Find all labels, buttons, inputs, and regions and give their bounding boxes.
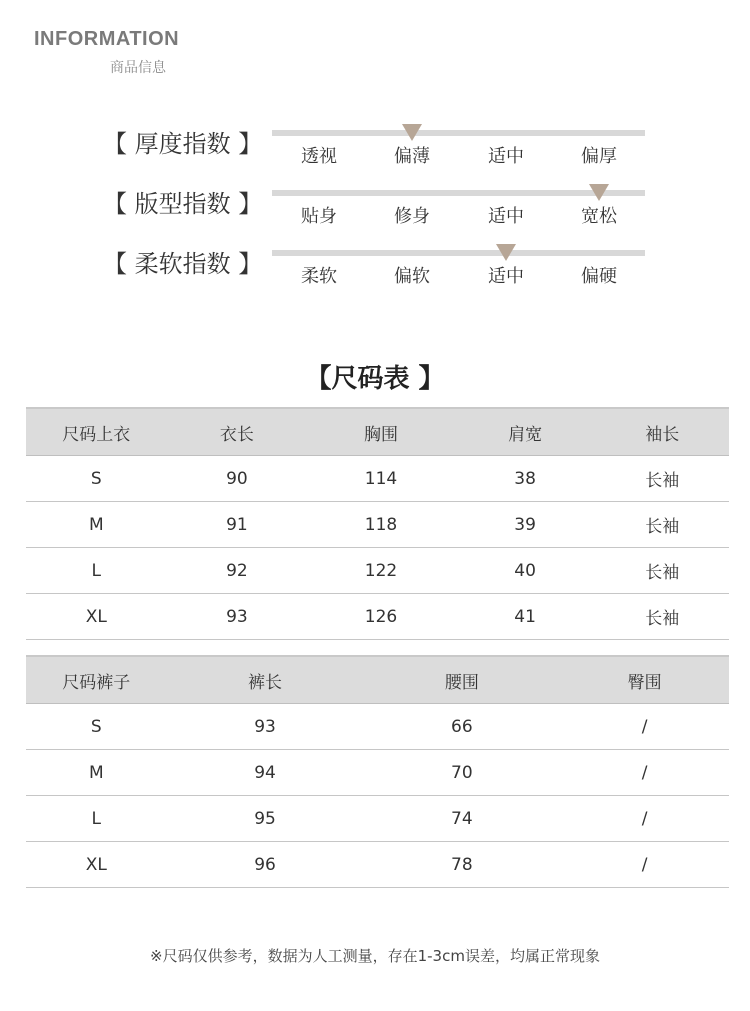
table-cell: 126 [307, 594, 455, 640]
index-marker-icon [402, 124, 422, 141]
fit-index [0, 184, 750, 244]
index-option: 宽松 [581, 206, 617, 227]
table-cell: / [560, 704, 729, 750]
index-option: 贴身 [301, 206, 337, 227]
table-cell: L [26, 796, 167, 842]
table-cell: 41 [455, 594, 596, 640]
index-label: 【 柔软指数 】 [103, 250, 263, 278]
table-cell: 70 [363, 750, 560, 796]
table-cell: 66 [363, 704, 560, 750]
table-row [26, 750, 729, 796]
index-option: 适中 [488, 146, 524, 167]
table-cell: 长袖 [595, 456, 729, 502]
table-row [26, 502, 729, 548]
header-cell: 衣长 [167, 408, 308, 456]
table-cell: 长袖 [595, 502, 729, 548]
index-marker-icon [589, 184, 609, 201]
table-cell: XL [26, 594, 167, 640]
table-cell: 118 [307, 502, 455, 548]
thickness-index [0, 124, 750, 184]
size-disclaimer-note: ※尺码仅供参考，数据为人工测量，存在1-3cm误差，均属正常现象 [150, 947, 600, 965]
table-cell: 94 [167, 750, 364, 796]
index-option: 偏厚 [581, 146, 617, 167]
table-cell: 92 [167, 548, 308, 594]
table-cell: 39 [455, 502, 596, 548]
table-row [26, 796, 729, 842]
header-cell: 臀围 [560, 656, 729, 704]
index-option: 柔软 [301, 266, 337, 287]
index-option: 修身 [394, 206, 430, 227]
pants-size-table [26, 655, 729, 888]
table-row [26, 704, 729, 750]
table-cell: M [26, 750, 167, 796]
table-cell: S [26, 704, 167, 750]
table-cell: 95 [167, 796, 364, 842]
header-title-cn: 商品信息 [110, 60, 166, 76]
table-cell: 74 [363, 796, 560, 842]
index-option: 适中 [488, 266, 524, 287]
table-cell: M [26, 502, 167, 548]
index-option: 偏薄 [394, 146, 430, 167]
index-marker-icon [496, 244, 516, 261]
table-cell: 长袖 [595, 594, 729, 640]
table-cell: 114 [307, 456, 455, 502]
table-cell: 93 [167, 704, 364, 750]
index-bar [272, 130, 645, 136]
table-cell: 91 [167, 502, 308, 548]
table-row [26, 456, 729, 502]
table-cell: 122 [307, 548, 455, 594]
index-bar [272, 190, 645, 196]
table-header-row [26, 656, 729, 704]
table-cell: / [560, 750, 729, 796]
index-option: 偏硬 [581, 266, 617, 287]
header-cell: 肩宽 [455, 408, 596, 456]
table-row [26, 594, 729, 640]
table-cell: 78 [363, 842, 560, 888]
table-cell: 90 [167, 456, 308, 502]
table-row [26, 548, 729, 594]
table-row [26, 842, 729, 888]
table-cell: XL [26, 842, 167, 888]
index-bar [272, 250, 645, 256]
index-label: 【 厚度指数 】 [103, 130, 263, 158]
table-header-row [26, 408, 729, 456]
index-option: 透视 [301, 146, 337, 167]
table-cell: 38 [455, 456, 596, 502]
header-cell: 袖长 [595, 408, 729, 456]
size-chart-title: 【尺码表 】 [305, 364, 445, 394]
table-cell: / [560, 842, 729, 888]
table-cell: 93 [167, 594, 308, 640]
header-cell: 腰围 [363, 656, 560, 704]
top-size-table [26, 407, 729, 640]
softness-index [0, 244, 750, 304]
table-cell: S [26, 456, 167, 502]
index-option: 偏软 [394, 266, 430, 287]
table-cell: 96 [167, 842, 364, 888]
header-cell: 尺码上衣 [26, 408, 167, 456]
table-cell: 长袖 [595, 548, 729, 594]
header-title-en: INFORMATION [34, 28, 180, 50]
header-cell: 尺码裤子 [26, 656, 167, 704]
table-cell: 40 [455, 548, 596, 594]
index-option: 适中 [488, 206, 524, 227]
index-label: 【 版型指数 】 [103, 190, 263, 218]
header-cell: 裤长 [167, 656, 364, 704]
table-cell: / [560, 796, 729, 842]
header-cell: 胸围 [307, 408, 455, 456]
table-cell: L [26, 548, 167, 594]
